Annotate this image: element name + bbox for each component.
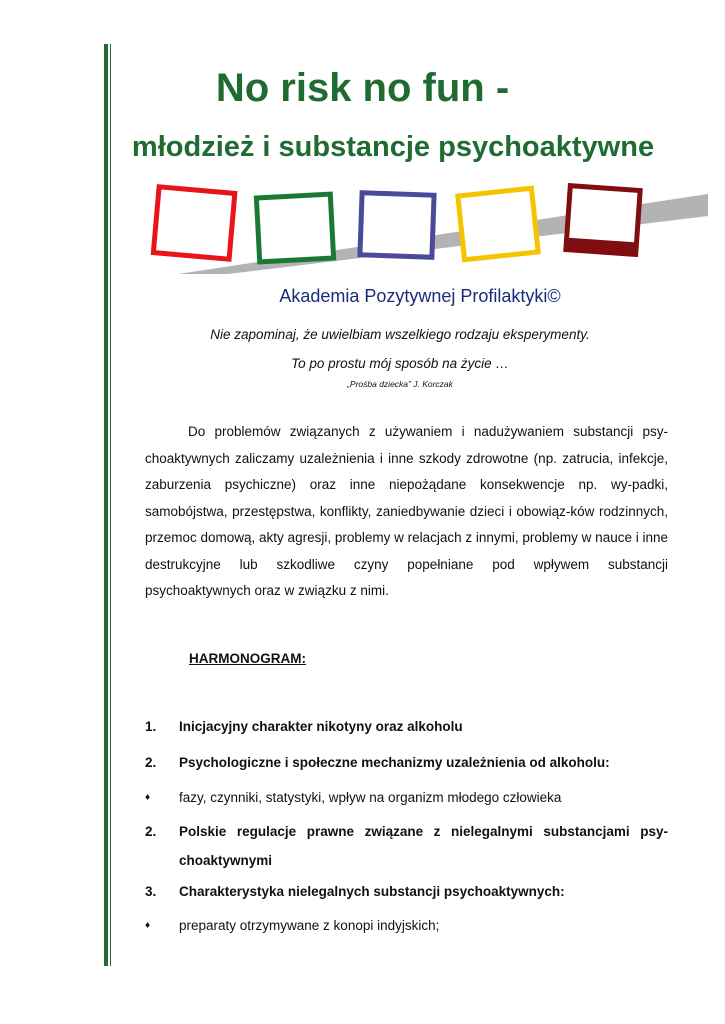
left-margin-rule bbox=[104, 44, 108, 966]
schedule-heading: HARMONOGRAM: bbox=[189, 651, 306, 666]
left-margin-rule-thin bbox=[110, 44, 111, 966]
schedule-item bbox=[145, 877, 668, 906]
quote-source: „Prośba dziecka” J. Korczak bbox=[347, 379, 453, 389]
diamond-bullet-icon: ♦ bbox=[145, 920, 151, 931]
page-title: No risk no fun - bbox=[215, 66, 510, 110]
schedule-item-number: 3. bbox=[145, 884, 157, 899]
photo-frame-maroon bbox=[566, 186, 640, 255]
schedule-item-text: Charakterystyka nielegalnych substancji psychoaktywnych: bbox=[179, 884, 565, 899]
schedule-item bbox=[145, 712, 668, 741]
intro-paragraph: Do problemów związanych z używaniem i nadużywaniem substancji psy-choaktywnych zaliczamy uzależnienia i inne szkody zdrowotne (np. zatrucia, infekcje, zaburzenia psychiczne) oraz inne niepożądane konsekwencje np. wy-padki, samobójstwa, przestępstwa, konflikty, zaniedbywanie dzieci i obowiąz-ków rodzinnych, przemoc domową, akty agresji, problemy w relacjach z innymi, problemy w nauce i inne destrukcyjne lub szkodliwe czyny popełniane pod wpływem substancji psychoaktywnych oraz w związku z nimi. bbox=[145, 424, 668, 598]
schedule-subitem bbox=[145, 783, 668, 812]
schedule-item-text: Psychologiczne i społeczne mechanizmy uzależnienia od alkoholu: bbox=[179, 755, 610, 770]
academy-name: Akademia Pozytywnej Profilaktyki© bbox=[279, 286, 561, 306]
photo-frame-red bbox=[153, 187, 234, 259]
schedule-item-text: Inicjacyjny charakter nikotyny oraz alkoholu bbox=[179, 719, 463, 734]
schedule-item-number: 2. bbox=[145, 755, 157, 770]
quote-line-2: To po prostu mój sposób na życie … bbox=[291, 356, 509, 371]
schedule-item-text: fazy, czynniki, statystyki, wpływ na organizm młodego człowieka bbox=[179, 790, 562, 805]
quote-line-1: Nie zapominaj, że uwielbiam wszelkiego rodzaju eksperymenty. bbox=[210, 327, 590, 342]
schedule-item-text: preparaty otrzymywane z konopi indyjskich; bbox=[179, 918, 440, 933]
schedule-item-text: Polskie regulacje prawne związane z nielegalnymi substancjami psy-choaktywnymi bbox=[179, 824, 668, 868]
photo-frames-banner bbox=[148, 182, 708, 274]
photo-frame-yellow bbox=[458, 188, 538, 259]
page-subtitle: młodzież i substancje psychoaktywne bbox=[131, 131, 655, 163]
schedule-item bbox=[145, 748, 668, 777]
schedule-item-number: 1. bbox=[145, 719, 157, 734]
schedule-item bbox=[145, 817, 668, 875]
photo-frame-green bbox=[256, 194, 333, 262]
schedule-subitem bbox=[145, 911, 668, 940]
diamond-bullet-icon: ♦ bbox=[145, 792, 151, 803]
photo-frame-blue bbox=[360, 193, 434, 257]
schedule-item-number: 2. bbox=[145, 824, 157, 839]
